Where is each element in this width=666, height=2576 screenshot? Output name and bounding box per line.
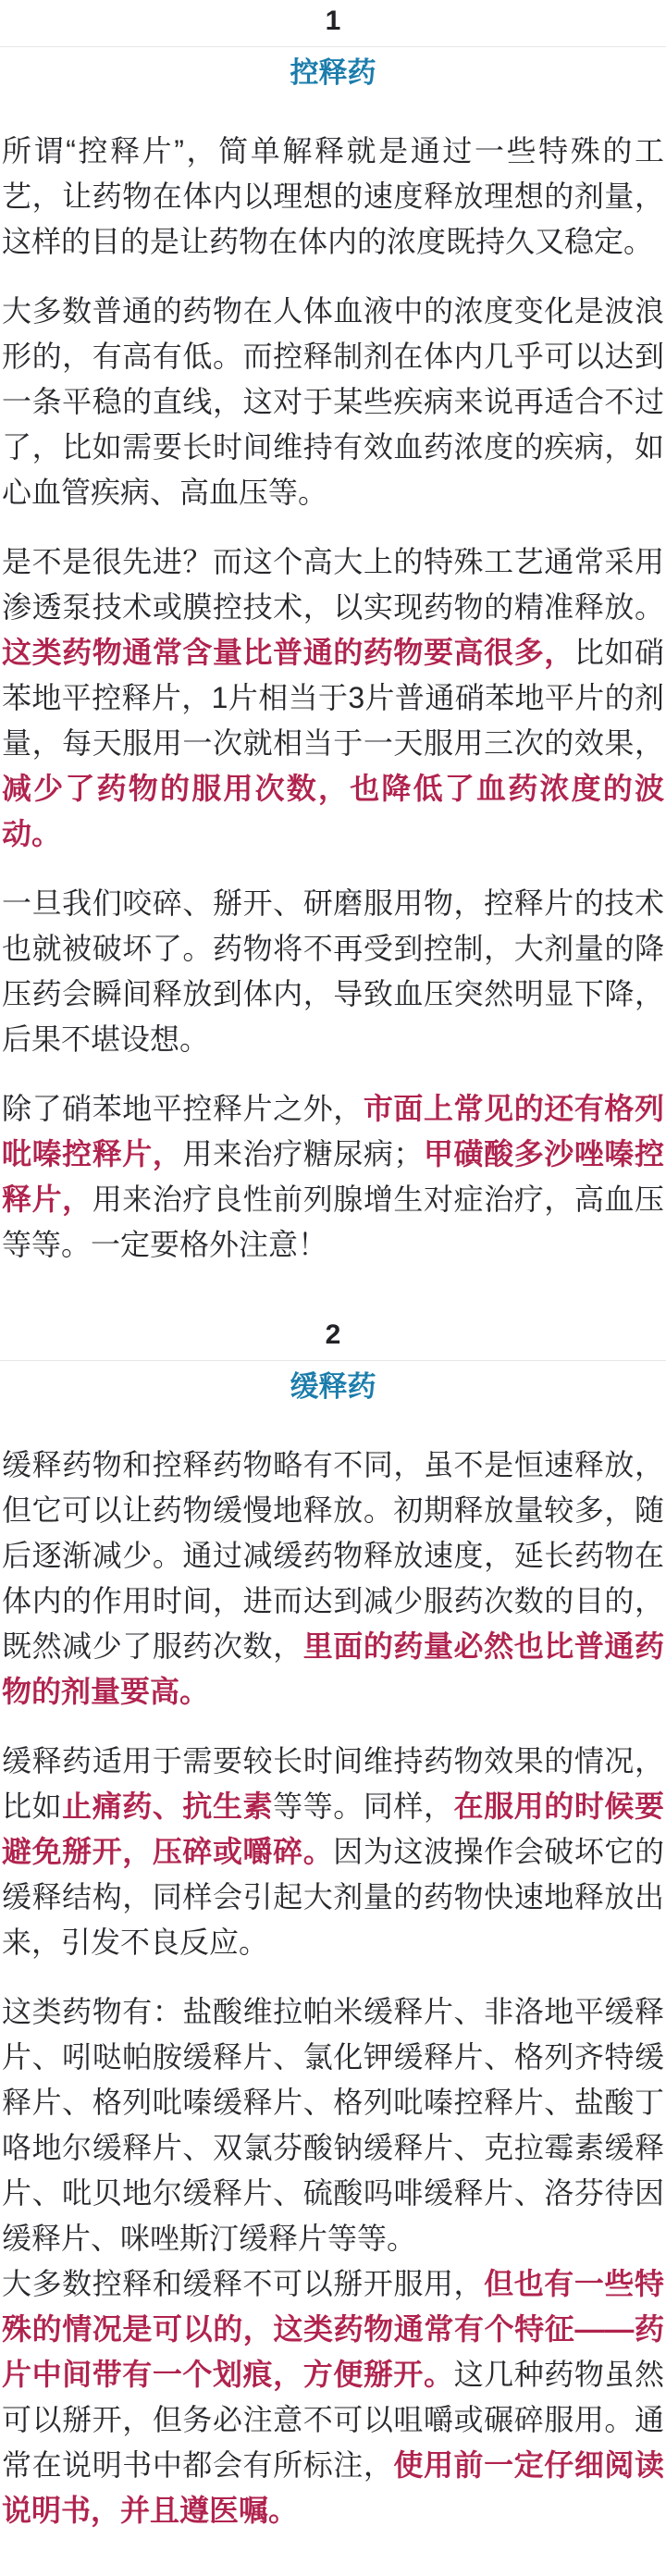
text-run: 缓释药物和控释药物略有不同，虽不是恒速释放，但它可以让药物缓慢地释放。初期释放量较多，随后逐渐减少。通过减缓药物释放速度，延长药物在体内的作用时间，进而达到减少服药次数的目的，既然减少了服药次数， [2,1448,664,1663]
highlight-text-run: 在服用的时候要避免掰开，压碎或嚼碎。 [2,1790,664,1868]
text-run: 用来治疗良性前列腺增生对症治疗，高血压等等。一定要格外注意！ [2,1183,664,1261]
text-run: 这类药物有：盐酸维拉帕米缓释片、非洛地平缓释片、吲哒帕胺缓释片、氯化钾缓释片、格列齐特缓释片、格列吡嗪缓释片、格列吡嗪控释片、盐酸丁咯地尔缓释片、双氯芬酸钠缓释片、克拉霉素缓释片、吡贝地尔缓释片、硫酸吗啡缓释片、洛芬待因缓释片、咪唑斯汀缓释片等等。 [2,1995,664,2255]
paragraph [0,1989,666,2261]
section-body [0,92,666,1268]
section-number: 1 [325,6,341,36]
text-run: 大多数控释和缓释不可以掰开服用， [2,2267,485,2300]
paragraph [0,1739,666,1965]
highlight-text-run: 市面上常见的还有格列吡嗪控释片， [2,1092,664,1170]
text-run: 所谓“控释片”，简单解释就是通过一些特殊的工艺，让药物在体内以理想的速度释放理想的剂量，这样的目的是让药物在体内的浓度既持久又稳定。 [2,134,664,258]
text-run: 因为这波操作会破坏它的缓释结构，同样会引起大剂量的药物快速地释放出来，引发不良反应。 [2,1835,664,1959]
highlight-text-run: 这类药物通常含量比普通的药物要高很多， [2,636,574,669]
highlight-text-run: 止痛药、抗生素 [62,1790,274,1823]
paragraph [0,1086,666,1268]
section-divider [0,46,666,47]
text-run: 比如硝苯地平控释片，1片相当于3片普通硝苯地平片的剂量，每天服用一次就相当于一天服用三次的效果， [2,636,664,760]
paragraph [0,289,666,515]
text-run: 是不是很先进？而这个高大上的特殊工艺通常采用渗透泵技术或膜控技术，以实现药物的精准释放。 [2,545,664,624]
highlight-text-run: 减少了药物的服用次数，也降低了血药浓度的波动。 [2,772,664,850]
text-run: 缓释药适用于需要较长时间维持药物效果的情况，比如 [2,1744,664,1823]
paragraph [0,129,666,265]
paragraph [0,881,666,1062]
text-run: 用来治疗糖尿病； [182,1137,424,1170]
paragraph [0,539,666,857]
section-title: 缓释药 [290,1370,376,1403]
text-run: 这几种药物虽然可以掰开，但务必注意不可以咀嚼或碾碎服用。通常在说明书中都会有所标注， [2,2358,664,2482]
text-run: 除了硝苯地平控释片之外， [2,1092,364,1125]
section-sustained-release [0,1314,666,2533]
highlight-text-run: 使用前一定仔细阅读说明书，并且遵医嘱。 [2,2448,664,2527]
paragraph [0,1443,666,1715]
section-body [0,1406,666,2533]
highlight-text-run: 但也有一些特殊的情况是可以的，这类药物通常有个特征——药片中间带有一个划痕，方便掰开。 [2,2267,664,2391]
text-run: 一旦我们咬碎、掰开、研磨服用物，控释片的技术也就被破坏了。药物将不再受到控制，大剂量的降压药会瞬间释放到体内，导致血压突然明显下降，后果不堪设想。 [2,886,664,1056]
paragraph [0,2261,666,2533]
section-divider [0,1360,666,1361]
highlight-text-run: 里面的药量必然也比普通药物的剂量要高。 [2,1629,664,1708]
highlight-text-run: 甲磺酸多沙唑嗪控释片， [2,1137,664,1216]
text-run: 大多数普通的药物在人体血液中的浓度变化是波浪形的，有高有低。而控释制剂在体内几乎可以达到一条平稳的直线，这对于某些疾病来说再适合不过了，比如需要长时间维持有效血药浓度的疾病，如心血管疾病、高血压等。 [2,294,664,509]
section-number: 2 [325,1319,341,1350]
section-title: 控释药 [290,56,376,89]
text-run: 等等。同样， [273,1790,454,1823]
section-controlled-release [0,0,666,1268]
